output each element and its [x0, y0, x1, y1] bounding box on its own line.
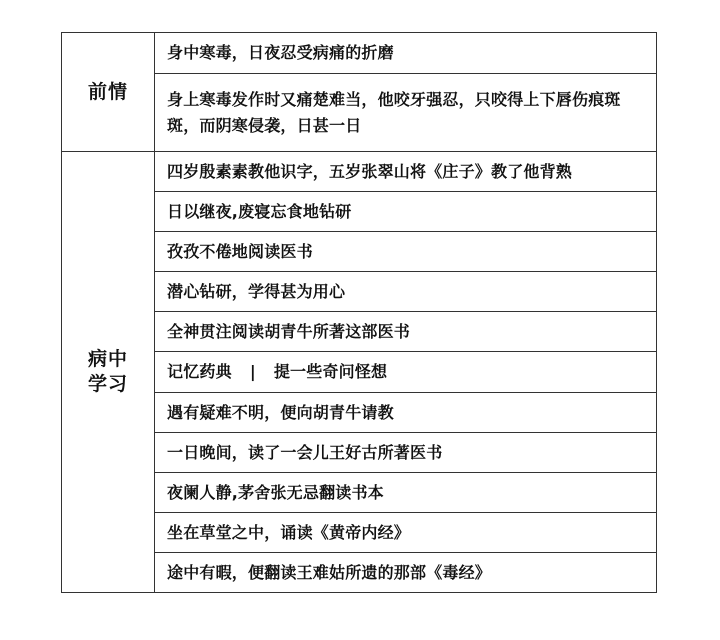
category-label-line1: 病中: [87, 348, 128, 370]
table-cell: 孜孜不倦地阅读医书: [155, 232, 657, 272]
table-cell: 坐在草堂之中，诵读《黄帝内经》: [155, 513, 657, 553]
table-cell: 夜阑人静,茅舍张无忌翻读书本: [155, 473, 657, 513]
table-cell: 日以继夜,废寝忘食地钻研: [155, 192, 657, 232]
table-cell: 途中有暇，便翻读王难姑所遗的那部《毒经》: [155, 553, 657, 593]
separator-bar: |: [249, 362, 256, 381]
table-row: [62, 33, 657, 74]
cell-text: 记忆药典: [167, 362, 232, 381]
table-cell: 四岁殷素素教他识字，五岁张翠山将《庄子》教了他背熟: [155, 152, 657, 192]
category-label-line2: 学习: [87, 373, 128, 395]
table-cell: 一日晚间，读了一会儿王好古所著医书: [155, 433, 657, 473]
table-cell: 身中寒毒，日夜忍受病痛的折磨: [155, 33, 657, 74]
category-cell-qianqing: [62, 33, 155, 152]
category-label: 前情: [87, 80, 128, 103]
cell-text: 提一些奇问怪想: [273, 362, 388, 381]
category-cell-bingzhong-xuexi: [62, 152, 155, 593]
table-row: [62, 152, 657, 192]
table-cell: 全神贯注阅读胡青牛所著这部医书: [155, 312, 657, 352]
document-table: [61, 32, 657, 593]
table-cell: 身上寒毒发作时又痛楚难当，他咬牙强忍，只咬得上下唇伤痕斑斑，而阴寒侵袭，日甚一日: [155, 74, 657, 152]
table-cell: 潜心钻研，学得甚为用心: [155, 272, 657, 312]
table-cell: 遇有疑难不明，便向胡青牛请教: [155, 393, 657, 433]
table-cell: [155, 352, 657, 393]
